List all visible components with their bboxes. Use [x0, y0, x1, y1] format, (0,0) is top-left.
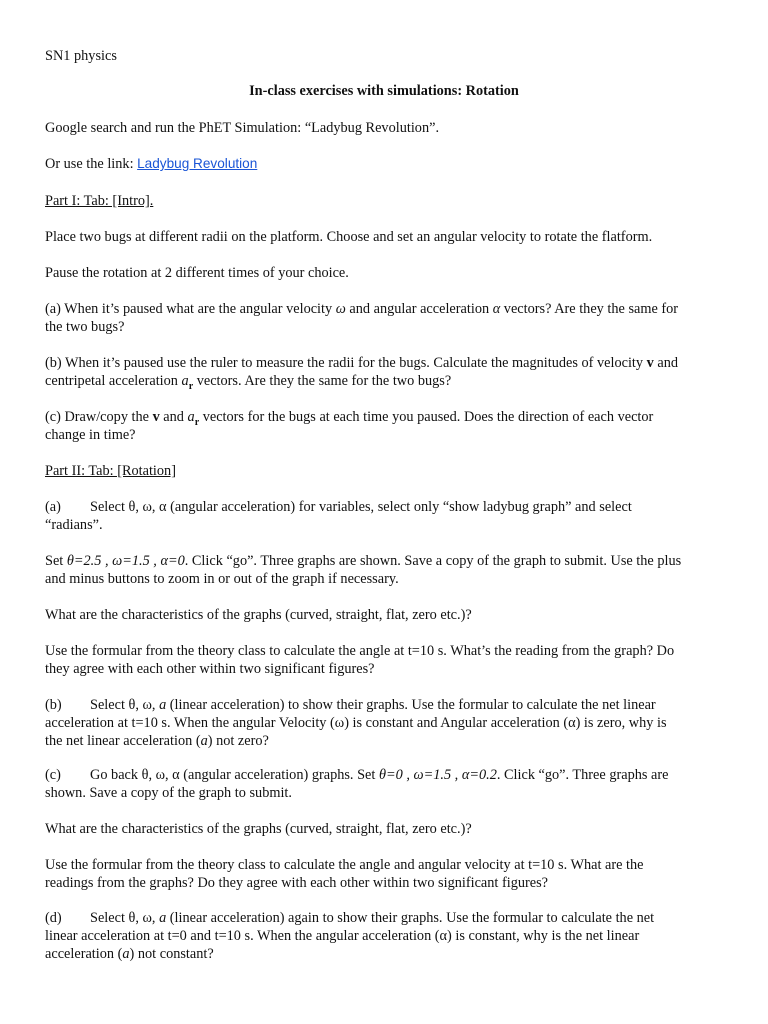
question-1b-text-2: and — [653, 355, 678, 371]
acceleration-symbol: a — [122, 946, 130, 962]
formula-question-2-line-2: readings from the graphs? Do they agree with each other within two significant figures? — [45, 875, 549, 891]
set-values-paragraph — [45, 552, 725, 570]
question-2a-label: (a) — [45, 499, 61, 515]
question-2b-text: Select θ, ω, — [90, 697, 160, 713]
question-1a-text-2: and angular acceleration — [345, 301, 493, 317]
set-text: Set — [45, 553, 67, 569]
set-values-line-2: and minus buttons to zoom in or out of the graph if necessary. — [45, 571, 399, 587]
question-2d-line3-text: acceleration ( — [45, 946, 123, 962]
characteristics-question-1: What are the characteristics of the graphs (curved, straight, flat, zero etc.)? — [45, 607, 472, 623]
question-1c-text: (c) Draw/copy the — [45, 409, 153, 425]
part1-paragraph-1: Place two bugs at different radii on the platform. Choose and set an angular velocity to rotate the flatform. — [45, 229, 653, 245]
question-2c — [45, 766, 725, 784]
set-equation: θ=0 , ω=1.5 , α=0.2 — [378, 767, 497, 783]
link-prefix: Or use the link: — [45, 156, 138, 172]
question-1c-line-2: change in time? — [45, 427, 136, 443]
part2-heading: Part II: Tab: [Rotation] — [45, 463, 176, 479]
question-2a — [45, 498, 725, 516]
alpha-symbol: α — [492, 301, 501, 317]
question-2b-label: (b) — [45, 697, 62, 713]
question-2d-line-3 — [45, 945, 725, 963]
question-1b-line-2 — [45, 372, 725, 396]
question-1b-line2-text-2: vectors. Are they the same for the two bugs? — [193, 373, 452, 389]
question-1b — [45, 354, 725, 372]
question-2c-line-2: shown. Save a copy of the graph to submit. — [45, 785, 292, 801]
question-1a-text-3: vectors? Are they the same for — [500, 301, 679, 317]
radial-subscript: r — [194, 416, 200, 428]
question-2c-text-2: . Click “go”. Three graphs are — [496, 767, 669, 783]
acceleration-symbol: a — [181, 373, 189, 389]
question-1c-text-2: and — [159, 409, 188, 425]
question-1b-line2-text: centripetal acceleration — [45, 373, 182, 389]
acceleration-symbol: a — [159, 910, 167, 926]
formula-question-2: Use the formular from the theory class to calculate the angle and angular velocity at t=10 s. What are the — [45, 857, 644, 873]
question-2a-line-2: “radians”. — [45, 517, 103, 533]
set-equation: θ=2.5 , ω=1.5 , α=0 — [66, 553, 185, 569]
document-title: In-class exercises with simulations: Rotation — [249, 83, 519, 99]
question-2b-line3-text: the net linear acceleration ( — [45, 733, 201, 749]
acceleration-symbol: a — [159, 697, 167, 713]
question-2d-line3-text-2: ) not constant? — [129, 946, 214, 962]
formula-question-1-line-2: they agree with each other within two significant figures? — [45, 661, 375, 677]
question-2b-line-3 — [45, 732, 725, 750]
question-1c-text-3: vectors for the bugs at each time you paused. Does the direction of each vector — [199, 409, 654, 425]
question-1a-line-2: the two bugs? — [45, 319, 125, 335]
question-2a-text: Select θ, ω, α (angular acceleration) for variables, select only “show ladybug graph” and select — [90, 499, 632, 515]
intro-link-line — [45, 155, 725, 173]
ladybug-revolution-link[interactable]: Ladybug Revolution — [137, 156, 258, 171]
set-text-2: . Click “go”. Three graphs are shown. Save a copy of the graph to submit. Use the plus — [184, 553, 682, 569]
formula-question-1: Use the formular from the theory class to calculate the angle at t=10 s. What’s the reading from the graph? Do — [45, 643, 675, 659]
question-2d-label: (d) — [45, 910, 62, 926]
question-2d — [45, 909, 725, 927]
question-2d-text-2: (linear acceleration) again to show their graphs. Use the formular to calculate the net — [166, 910, 655, 926]
question-2c-label: (c) — [45, 767, 61, 783]
course-label: SN1 physics — [45, 48, 117, 64]
velocity-symbol: v — [646, 355, 654, 371]
question-1a — [45, 300, 725, 318]
question-2c-text: Go back θ, ω, α (angular acceleration) graphs. Set — [90, 767, 379, 783]
question-1b-text: (b) When it’s paused use the ruler to measure the radii for the bugs. Calculate the magnitudes of velocity — [45, 355, 647, 371]
question-2b-line3-text-2: ) not zero? — [207, 733, 269, 749]
acceleration-symbol: a — [200, 733, 208, 749]
radial-subscript: r — [188, 380, 194, 392]
intro-search-text: Google search and run the PhET Simulation: “Ladybug Revolution”. — [45, 120, 440, 136]
question-2b — [45, 696, 725, 714]
part1-heading: Part I: Tab: [Intro]. — [45, 193, 154, 209]
part1-paragraph-2: Pause the rotation at 2 different times of your choice. — [45, 265, 349, 281]
omega-symbol: ω — [335, 301, 346, 317]
velocity-symbol: v — [152, 409, 160, 425]
question-2d-line-2: linear acceleration at t=0 and t=10 s. When the angular acceleration (α) is constant, why is the net linear — [45, 928, 640, 944]
question-2b-text-2: (linear acceleration) to show their graphs. Use the formular to calculate the net linear — [166, 697, 656, 713]
question-1a-text: (a) When it’s paused what are the angular velocity — [45, 301, 336, 317]
characteristics-question-2: What are the characteristics of the graphs (curved, straight, flat, zero etc.)? — [45, 821, 472, 837]
question-2b-line-2: acceleration at t=10 s. When the angular Velocity (ω) is constant and Angular acceleration (α) is zero, why is — [45, 715, 667, 731]
question-2d-text: Select θ, ω, — [90, 910, 160, 926]
acceleration-symbol: a — [187, 409, 195, 425]
